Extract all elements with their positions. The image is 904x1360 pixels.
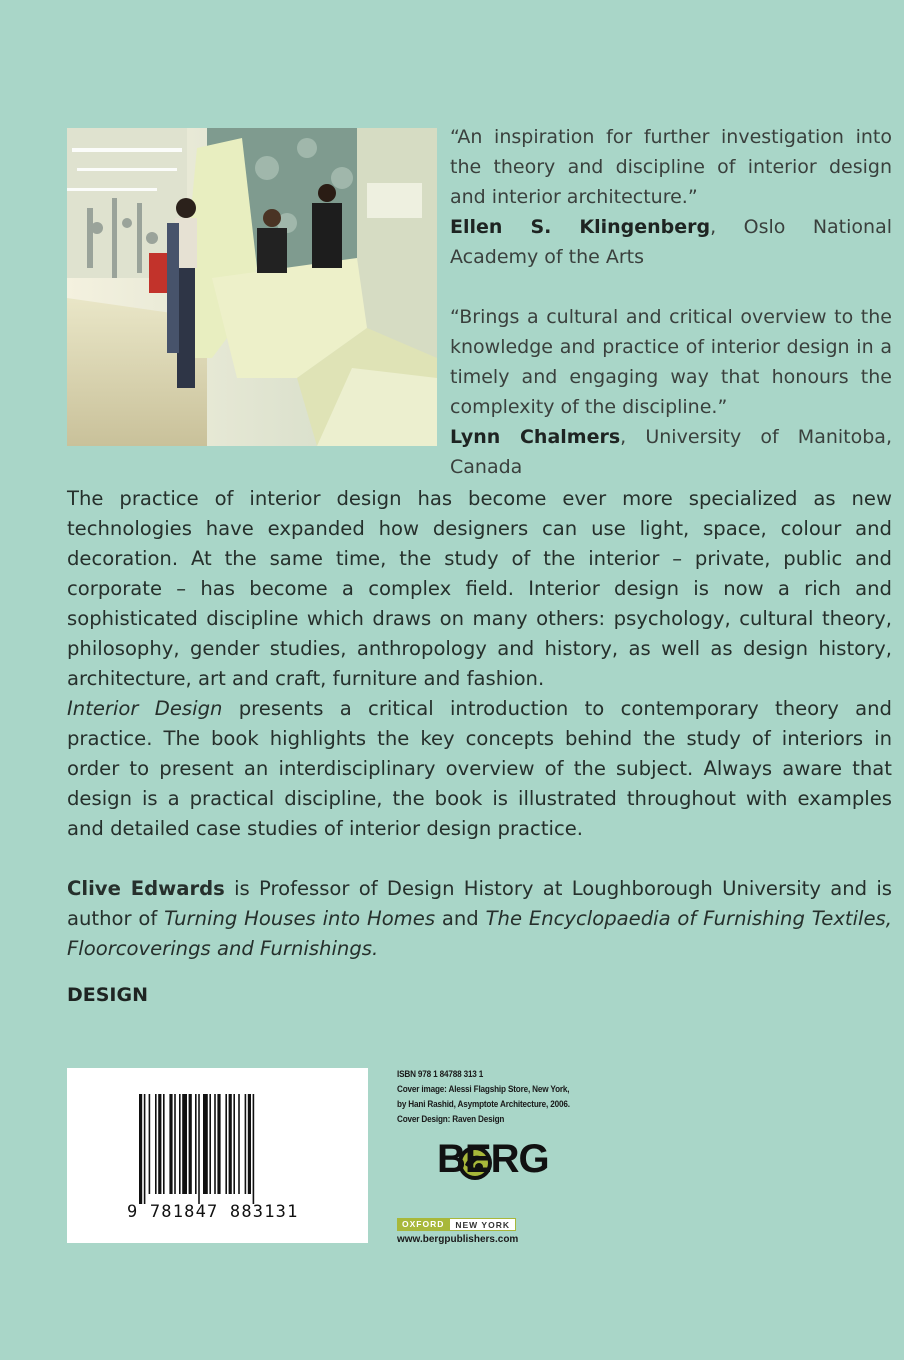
barcode-bars <box>139 1094 297 1204</box>
endorsements <box>450 122 892 482</box>
barcode-bar <box>139 1094 142 1204</box>
new-york-label: NEW YORK <box>449 1218 516 1231</box>
quote-2 <box>450 302 892 482</box>
cover-design-credit: Cover Design: Raven Design <box>397 1114 505 1125</box>
quote-1-affiliation: , Oslo National Academy of the Arts <box>450 216 892 268</box>
berg-logo-text: BERG <box>437 1137 549 1181</box>
barcode-bar <box>217 1094 220 1194</box>
barcode-bar <box>225 1094 227 1194</box>
barcode-bar <box>189 1094 192 1194</box>
barcode-bar <box>238 1094 240 1194</box>
oxford-new-york-badge <box>397 1218 516 1231</box>
cover-image-credit-1: Cover image: Alessi Flagship Store, New York, <box>397 1084 570 1095</box>
para1-text: The practice of interior design has become ever more specialized as new technologies have expanded how designers can use light, space, colour and decoration. At the same time, the study of the interior – private, public and corporate – has become a complex field. Interior design is now a rich and sophisticated discipline which draws on many others: psychology, cultural theory, philosophy, gender studies, anthropology and history, as well as design history, architecture, art and craft, furniture and fashion. <box>67 487 892 690</box>
publisher-info <box>397 1067 569 1127</box>
barcode-bar <box>209 1094 211 1194</box>
barcode-number: 9 781847 883131 <box>127 1202 299 1222</box>
barcode-bar <box>144 1094 146 1204</box>
quote-2-text: “Brings a cultural and critical overview to the knowledge and practice of interior design in a timely and engaging way that honours the complexity of the discipline.” <box>450 306 892 418</box>
barcode-bar <box>245 1094 247 1194</box>
other-book-2: The Encyclopaedia of Furnishing Textiles, Floorcoverings and Furnishings. <box>67 907 892 960</box>
barcode-bar <box>195 1094 197 1194</box>
author-bio <box>67 874 892 964</box>
description-paragraph-1 <box>67 484 892 694</box>
barcode-bar <box>253 1094 255 1204</box>
barcode-bar <box>229 1094 232 1194</box>
book-title: Interior Design <box>67 697 223 720</box>
quote-2-affiliation: , University of Manitoba, Canada <box>450 426 892 478</box>
quote-1-author: Ellen S. Klingenberg <box>450 216 711 238</box>
cover-photo <box>67 128 437 446</box>
barcode-bar <box>174 1094 176 1194</box>
quote-1 <box>450 122 892 272</box>
author-bio-text: is Professor of Design History at Loughborough University and is author of <box>67 877 892 930</box>
barcode-bar <box>248 1094 251 1194</box>
other-book-1: Turning Houses into Homes <box>164 907 436 930</box>
author-name: Clive Edwards <box>67 877 225 900</box>
barcode-bar <box>179 1094 181 1194</box>
barcode-bar <box>149 1094 151 1194</box>
category-label: DESIGN <box>67 984 149 1006</box>
quote-1-text: “An inspiration for further investigation into the theory and discipline of interior design and interior architecture.” <box>450 126 892 208</box>
barcode-bar <box>233 1094 235 1194</box>
barcode-bar <box>158 1094 161 1194</box>
store-interior-image <box>67 128 437 446</box>
oxford-label: OXFORD <box>397 1218 449 1231</box>
quote-2-author: Lynn Chalmers <box>450 426 621 448</box>
cover-image-credit-2: by Hani Rashid, Asymptote Architecture, 2006. <box>397 1099 570 1110</box>
description-paragraph-2 <box>67 694 892 844</box>
conjunction: and <box>435 907 486 930</box>
barcode-bar <box>214 1094 216 1194</box>
para2-text: presents a critical introduction to contemporary theory and practice. The book highlights the key concepts behind the study of interiors in order to present an interdisciplinary overview of the subject. Always aware that design is a practical discipline, the book is illustrated throughout with examples and detailed case studies of interior design practice. <box>67 697 892 840</box>
publisher-website[interactable]: www.bergpublishers.com <box>397 1234 519 1245</box>
barcode-bar <box>163 1094 165 1194</box>
barcode-bar <box>203 1094 208 1194</box>
barcode-bar <box>169 1094 172 1194</box>
barcode-bar <box>182 1094 187 1194</box>
barcode-bar <box>155 1094 157 1194</box>
barcode-bar <box>198 1094 200 1204</box>
barcode <box>67 1068 368 1243</box>
isbn: ISBN 978 1 84788 313 1 <box>397 1069 484 1080</box>
